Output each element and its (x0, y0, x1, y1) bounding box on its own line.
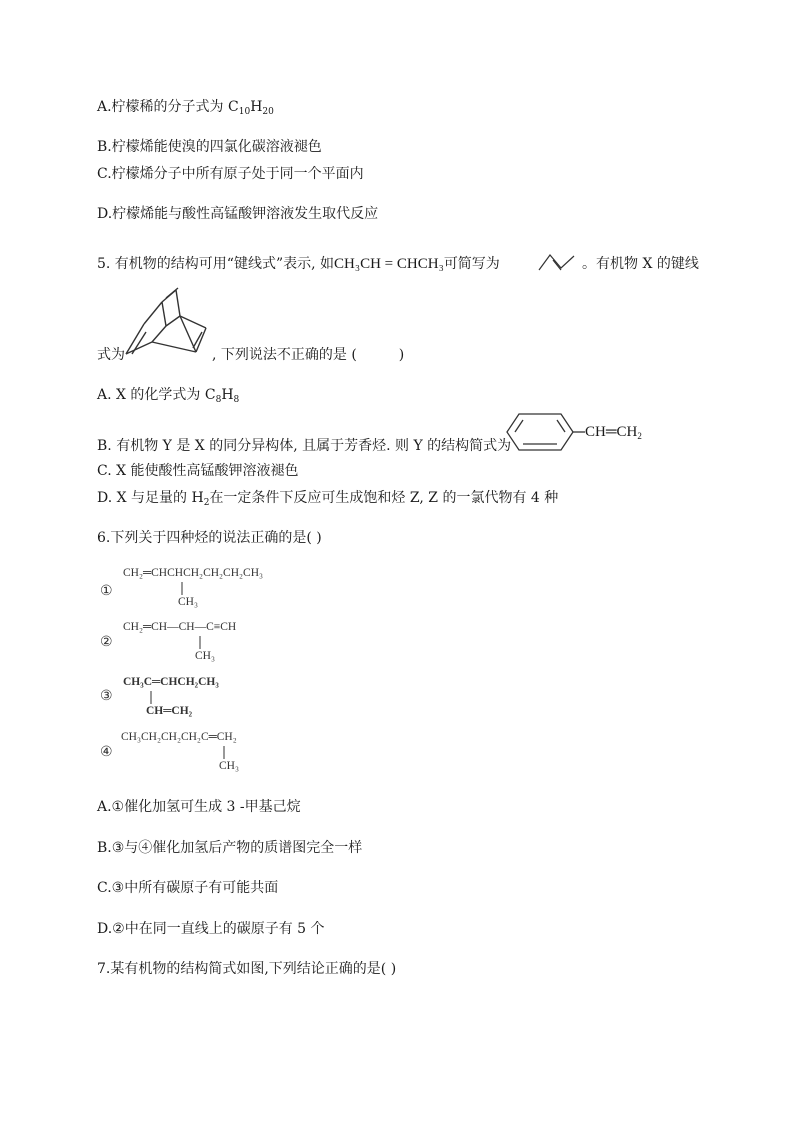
q5-stem-line2-tail: , 下列说法不正确的是 ( ) (212, 347, 405, 363)
q6-option-c: C.③中所有碳原子有可能共面 (97, 880, 279, 896)
struct4-branch-bond (222, 746, 226, 760)
q7-stem: 7.某有机物的结构简式如图,下列结论正确的是( ) (97, 961, 397, 977)
struct1-branch: CH₃ (178, 596, 198, 608)
q4-option-a: A.柠檬稀的分子式为 $C_{10}H_{20}$ (97, 99, 274, 117)
struct2-main-chain: CH₂═CH—CH—C≡CH (123, 621, 237, 633)
q6-option-a: A.①催化加氢可生成 3 -甲基己烷 (97, 799, 301, 815)
struct4-main-chain: CH₃CH₂CH₂CH₂C═CH₂ (121, 731, 237, 743)
q4-option-b: B.柠檬烯能使溴的四氯化碳溶液褪色 (97, 139, 322, 155)
benzene-ring-icon (505, 410, 585, 454)
example-formula: CH₃CH = CHCH₃ (334, 256, 444, 272)
q4-option-d: D.柠檬烯能与酸性高锰酸钾溶液发生取代反应 (97, 206, 379, 222)
struct2-branch: CH₃ (195, 650, 215, 662)
struct2-branch-bond (198, 636, 202, 650)
q5-option-a: A. X 的化学式为 $C_8H_8$ (97, 387, 240, 405)
q5-stem: 5. 有机物的结构可用“键线式”表示, 如CH₃CH = CHCH₃可简写为 (97, 256, 500, 272)
struct2-number: ② (100, 634, 113, 650)
q6-option-b: B.③与④催化加氢后产物的质谱图完全一样 (97, 840, 363, 856)
struct4-branch: CH₃ (219, 760, 239, 772)
struct3-branch-bond (149, 691, 153, 705)
q5-stem-tail: 。有机物 X 的键线 (582, 256, 699, 272)
styrene-vinyl-group: $CH═CH_2$ (585, 424, 642, 441)
q4-option-c: C.柠檬烯分子中所有原子处于同一个平面内 (97, 166, 364, 182)
q6-stem: 6.下列关于四种烃的说法正确的是( ) (97, 530, 322, 546)
struct4-number: ④ (100, 744, 113, 760)
q6-option-d: D.②中在同一直线上的碳原子有 5 个 (97, 921, 325, 937)
struct3-branch: CH═CH₂ (146, 705, 193, 717)
struct3-main-chain: CH₃C═CHCH₂CH₃ (123, 676, 219, 688)
struct1-branch-bond (180, 582, 184, 596)
q5-option-c: C. X 能使酸性高锰酸钾溶液褪色 (97, 463, 299, 479)
q5-option-d: D. X 与足量的 $H_2$在一定条件下反应可生成饱和烃 Z, Z 的一氯代物有 4 种 (97, 490, 559, 508)
q5-stem-line2: 式为 (97, 347, 125, 363)
struct3-number: ③ (100, 688, 113, 704)
q5-option-b: B. 有机物 Y 是 X 的同分异构体, 且属于芳香烃. 则 Y 的结构简式为 (97, 438, 512, 454)
struct1-main-chain: CH₂═CHCHCH₂CH₂CH₂CH₃ (123, 567, 264, 579)
compound-x-structure-icon (124, 282, 216, 362)
struct1-number: ① (100, 583, 113, 599)
butene-skeletal-icon (537, 250, 577, 272)
